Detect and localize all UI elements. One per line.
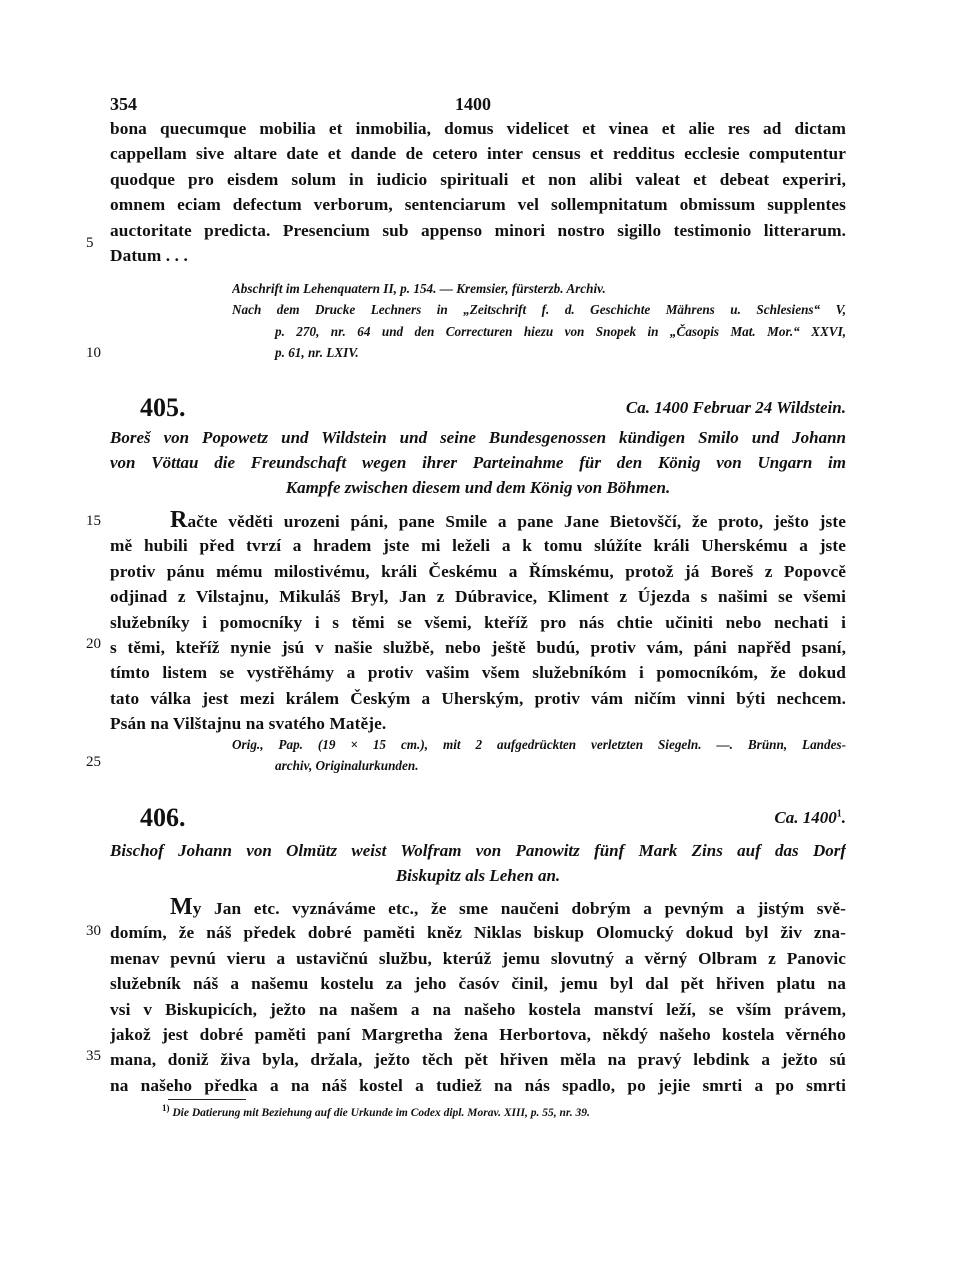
first-line-rest: y Jan etc. vyznáváme etc., že sme naučeni dobrým a pevným a jistým svě- <box>192 899 846 918</box>
page-number: 354 <box>110 94 137 114</box>
footnote <box>162 1103 846 1119</box>
document-date <box>774 808 846 828</box>
footnote-mark: 1) <box>162 1103 170 1113</box>
text-line: mana, doniž živa byla, držala, ježto těch pět hřiven měla na pravý lebdink a ježto sú <box>110 1050 846 1070</box>
text-line: služebník náš a našemu kostelu za jeho časóv činil, jemu byl dal pět hřiven platu na <box>110 974 846 994</box>
note-line: Abschrift im Lehenquatern II, p. 154. — Kremsier, fürsterzb. Archiv. <box>232 281 606 296</box>
line-number: 5 <box>86 235 94 251</box>
running-header-year: 1400 <box>455 94 491 114</box>
text-line: domím, že náš předek dobré paměti kněz Niklas biskup Olomucký dokud byl živ zna- <box>110 923 846 943</box>
first-text-line <box>110 508 846 533</box>
first-text-line <box>110 895 846 920</box>
drop-initial: R <box>170 508 188 533</box>
text-line: protiv pánu mému milostivému, králi Českému a Římskému, protož já Boreš z Popovcě <box>110 561 846 581</box>
document-number: 405. <box>140 393 186 422</box>
drop-initial: M <box>170 895 193 920</box>
line-number: 20 <box>86 636 101 652</box>
document-number: 406. <box>140 803 186 832</box>
text-line: tato válka jest mezi králem Českým a Uherským, protiv vám ničím vinni býti nechcem. <box>110 688 846 708</box>
footnote-text: Die Datierung mit Beziehung auf die Urkunde im Codex dipl. Morav. XIII, p. 55, nr. 39. <box>172 1106 590 1119</box>
summary-line: Kampfe zwischen diesem und dem König von Böhmen. <box>285 478 671 497</box>
text-line: s těmi, kteříž nynie jsú v našie službě, nebo ještě budú, protiv vám, páni napřěd psaní, <box>110 637 846 657</box>
text-line: auctoritate predicta. Presencium sub appenso minori nostro sigillo testimonio litterarum. <box>110 220 846 240</box>
text-line: vsi v Biskupicích, ježto na našem a na našeho kostela manství leží, se vším právem, <box>110 999 846 1019</box>
document-summary <box>110 425 846 500</box>
summary-line: Biskupitz als Lehen an. <box>395 866 561 885</box>
summary-line: Bischof Johann von Olmütz weist Wolfram von Panowitz fünf Mark Zins auf das Dorf <box>110 841 846 860</box>
summary-line: Boreš von Popowetz und Wildstein und seine Bundesgenossen kündigen Smilo und Johann <box>110 428 846 447</box>
date-text: Ca. 1400 <box>774 808 837 827</box>
text-line: menav pevnú vieru a ustavičnú službu, kterúž jemu slovutný a věrný Olbram z Panovic <box>110 948 846 968</box>
summary-line: von Vöttau die Freundschaft wegen ihrer Parteinahme für den König von Ungarn im <box>110 453 846 472</box>
line-number: 15 <box>86 513 101 529</box>
text-line: tímto listem se vystřěhámy a protiv vašim všem služebníkóm i pomocníkóm, že dokud <box>110 663 846 683</box>
source-note <box>232 734 846 777</box>
line-number: 35 <box>86 1048 101 1064</box>
text-line: Psán na Vilštajnu na svatého Matěje. <box>110 714 387 734</box>
text-line: quodque pro eisdem solum in iudicio spirituali et non alibi valeat et debeat experiri, <box>110 169 846 189</box>
text-line: jakož jest dobré paměti paní Margretha žena Herbortova, někdý našeho kostela věrného <box>110 1024 846 1044</box>
continued-text <box>110 116 846 268</box>
text-line: na našeho předka a na náš kostel a tudiež na nás spadlo, po jejie smrti a po smrti <box>110 1075 846 1095</box>
text-line: Datum . . . <box>110 245 188 265</box>
document-text <box>110 508 846 737</box>
note-line: archiv, Originalurkunden. <box>275 758 419 774</box>
line-number: 30 <box>86 923 101 939</box>
text-line: cappellam sive altare date et dande de cetero inter census et redditus ecclesie computentur <box>110 144 846 164</box>
text-line: mě hubili před tvrzí a hradem jste mi leželi a k tomu slúžíte králi Uherskému a jste <box>110 536 846 556</box>
document-summary <box>110 838 846 888</box>
date-period: . <box>841 808 846 827</box>
text-line: omnem eciam defectum verborum, sentenciarum vel sollempnitatum obmissum supplentes <box>110 195 846 215</box>
line-number: 10 <box>86 345 101 361</box>
note-line: p. 61, nr. LXIV. <box>275 344 359 360</box>
footnote-rule <box>168 1099 246 1100</box>
source-note <box>232 278 846 363</box>
document-text <box>110 895 846 1098</box>
note-line: Orig., Pap. (19 × 15 cm.), mit 2 aufgedrückten verletzten Siegeln. —. Brünn, Landes- <box>232 737 846 752</box>
note-line: p. 270, nr. 64 und den Correcturen hiezu von Snopek in „Časopis Mat. Mor.“ XXVI, <box>275 323 846 339</box>
note-line: Nach dem Drucke Lechners in „Zeitschrift f. d. Geschichte Mährens u. Schlesiens“ V, <box>232 302 846 318</box>
text-line: bona quecumque mobilia et inmobilia, domus videlicet et vinea et alie res ad dictam <box>110 119 846 138</box>
footnote-marker: 1 <box>836 808 842 820</box>
line-number: 25 <box>86 754 101 770</box>
first-line-rest: ačte věděti urozeni páni, pane Smile a pane Jane Bietovščí, že proto, ješto jste <box>187 512 846 531</box>
text-line: odjinad z Vilstajnu, Mikuláš Bryl, Jan z Dúbravice, Kliment z Újezda s našimi se všemi <box>110 587 846 607</box>
document-date: Ca. 1400 Februar 24 Wildstein. <box>625 398 846 417</box>
text-line: služebníky i pomocníky i s těmi se všemi, kteříž pro nás chtie učiniti nebo nechati i <box>110 612 846 632</box>
